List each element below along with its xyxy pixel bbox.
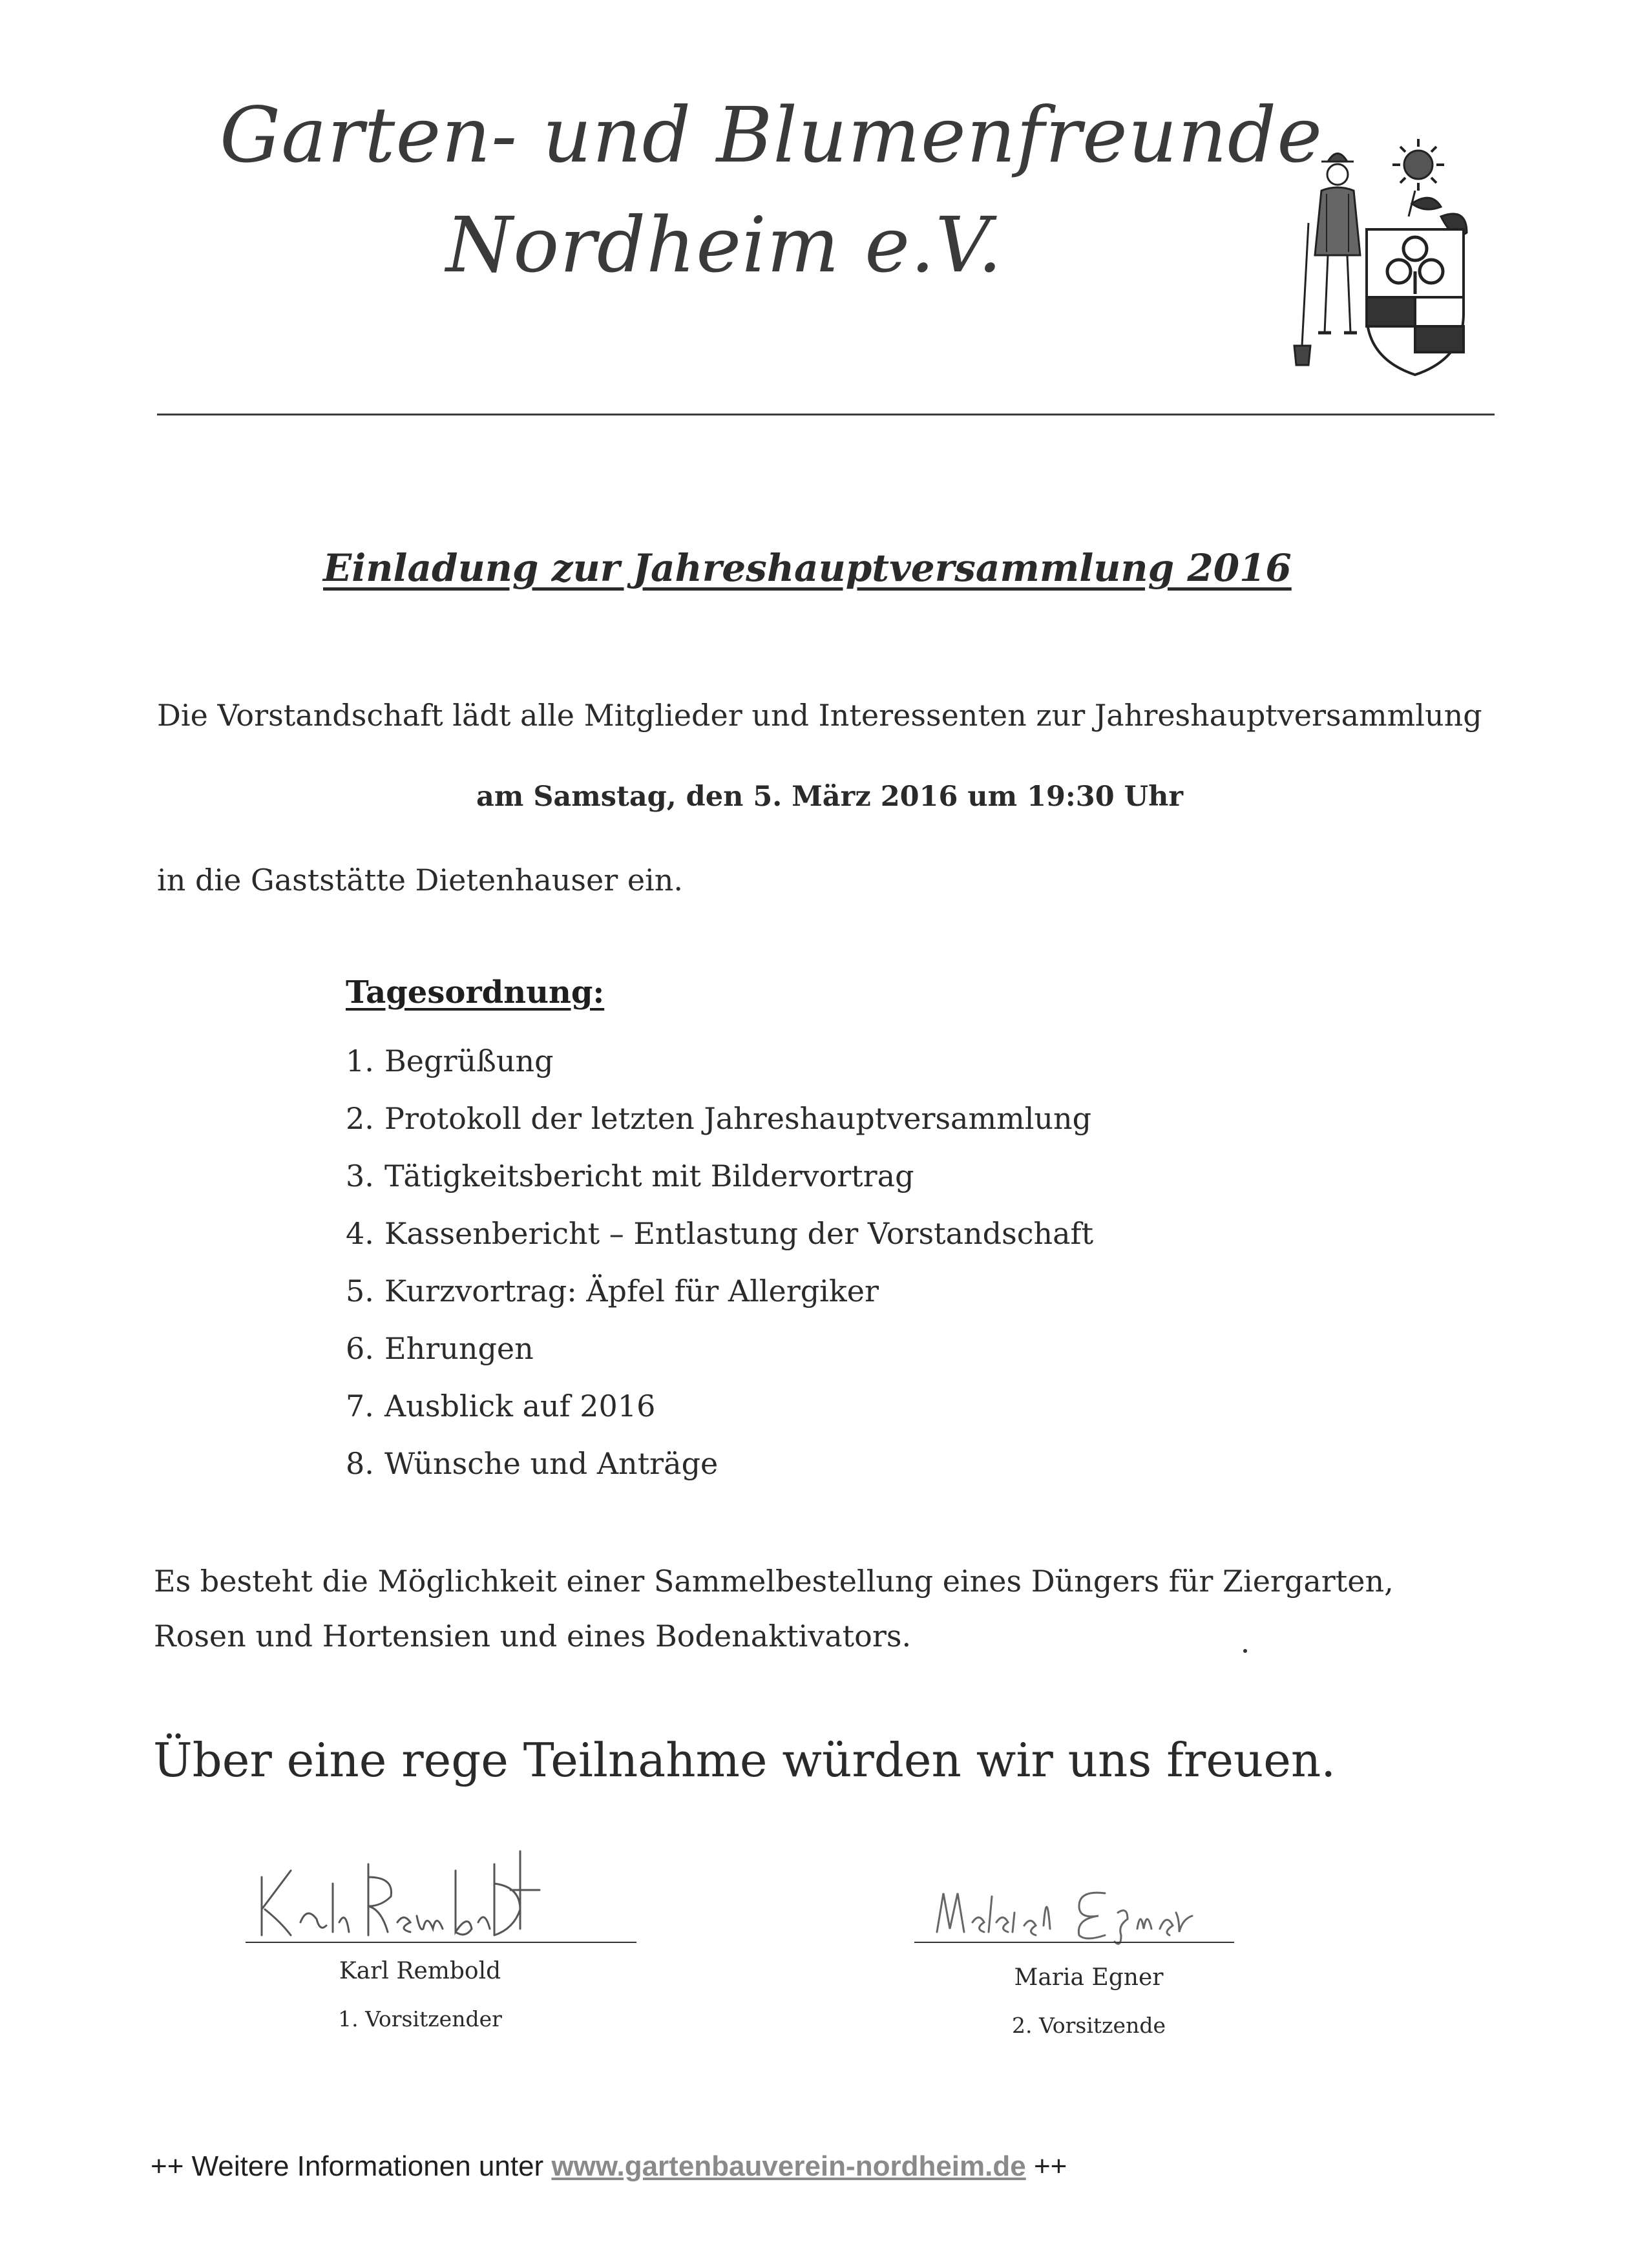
intro-text: Die Vorstandschaft lädt alle Mitglieder und Interessenten zur Jahreshauptversammlung — [157, 698, 1482, 733]
meeting-location: in die Gaststätte Dietenhauser ein. — [157, 863, 684, 898]
scan-speck — [1243, 1649, 1247, 1653]
signature-karl-rembold — [249, 1838, 559, 1942]
footer-prefix: ++ Weitere Informationen unter — [151, 2150, 552, 2182]
meeting-date: am Samstag, den 5. März 2016 um 19:30 Uhr — [476, 781, 1184, 813]
signer-2-role: 2. Vorsitzende — [1012, 2013, 1166, 2038]
coat-of-arms-shield-icon — [1367, 229, 1464, 375]
agenda-item: 5. Kurzvortrag: Äpfel für Allergiker — [346, 1274, 879, 1308]
gardener-coat-of-arms-icon — [1283, 132, 1476, 381]
signer-1-role: 1. Vorsitzender — [338, 2006, 502, 2032]
signature-line-1 — [246, 1942, 636, 1943]
sunflower-icon — [1392, 139, 1467, 235]
agenda-item: 3. Tätigkeitsbericht mit Bildervortrag — [346, 1159, 914, 1193]
agenda-item: 4. Kassenbericht – Entlastung der Vorstandschaft — [346, 1216, 1094, 1251]
signer-1-name: Karl Rembold — [339, 1958, 501, 1984]
offer-text-line2: Rosen und Hortensien und eines Bodenaktivators. — [154, 1619, 912, 1654]
agenda-item: 2. Protokoll der letzten Jahreshauptversammlung — [346, 1101, 1092, 1136]
agenda-item: 6. Ehrungen — [346, 1331, 534, 1366]
agenda-list — [346, 1042, 1093, 1502]
footer — [151, 2150, 1067, 2183]
closing-text: Über eine rege Teilnahme würden wir uns freuen. — [153, 1733, 1336, 1787]
offer-text-line1: Es besteht die Möglichkeit einer Sammelbestellung eines Düngers für Ziergarten, — [154, 1564, 1394, 1599]
website-link[interactable]: www.gartenbauverein-nordheim.de — [551, 2150, 1026, 2182]
agenda-title: Tagesordnung: — [346, 974, 605, 1011]
org-name-line1: Garten- und Blumenfreunde — [220, 90, 1323, 180]
gardener-figure-icon — [1294, 154, 1360, 366]
footer-suffix: ++ — [1025, 2150, 1067, 2182]
header-divider — [157, 414, 1495, 415]
signature-maria-egner — [918, 1874, 1228, 1945]
document-title: Einladung zur Jahreshauptversammlung 2016 — [323, 546, 1292, 590]
signature-line-2 — [914, 1942, 1234, 1943]
signer-2-name: Maria Egner — [1014, 1964, 1164, 1991]
agenda-item: 1. Begrüßung — [346, 1044, 554, 1078]
agenda-item: 8. Wünsche und Anträge — [346, 1446, 719, 1481]
agenda-item: 7. Ausblick auf 2016 — [346, 1389, 656, 1423]
org-name-line2: Nordheim e.V. — [446, 200, 1003, 289]
